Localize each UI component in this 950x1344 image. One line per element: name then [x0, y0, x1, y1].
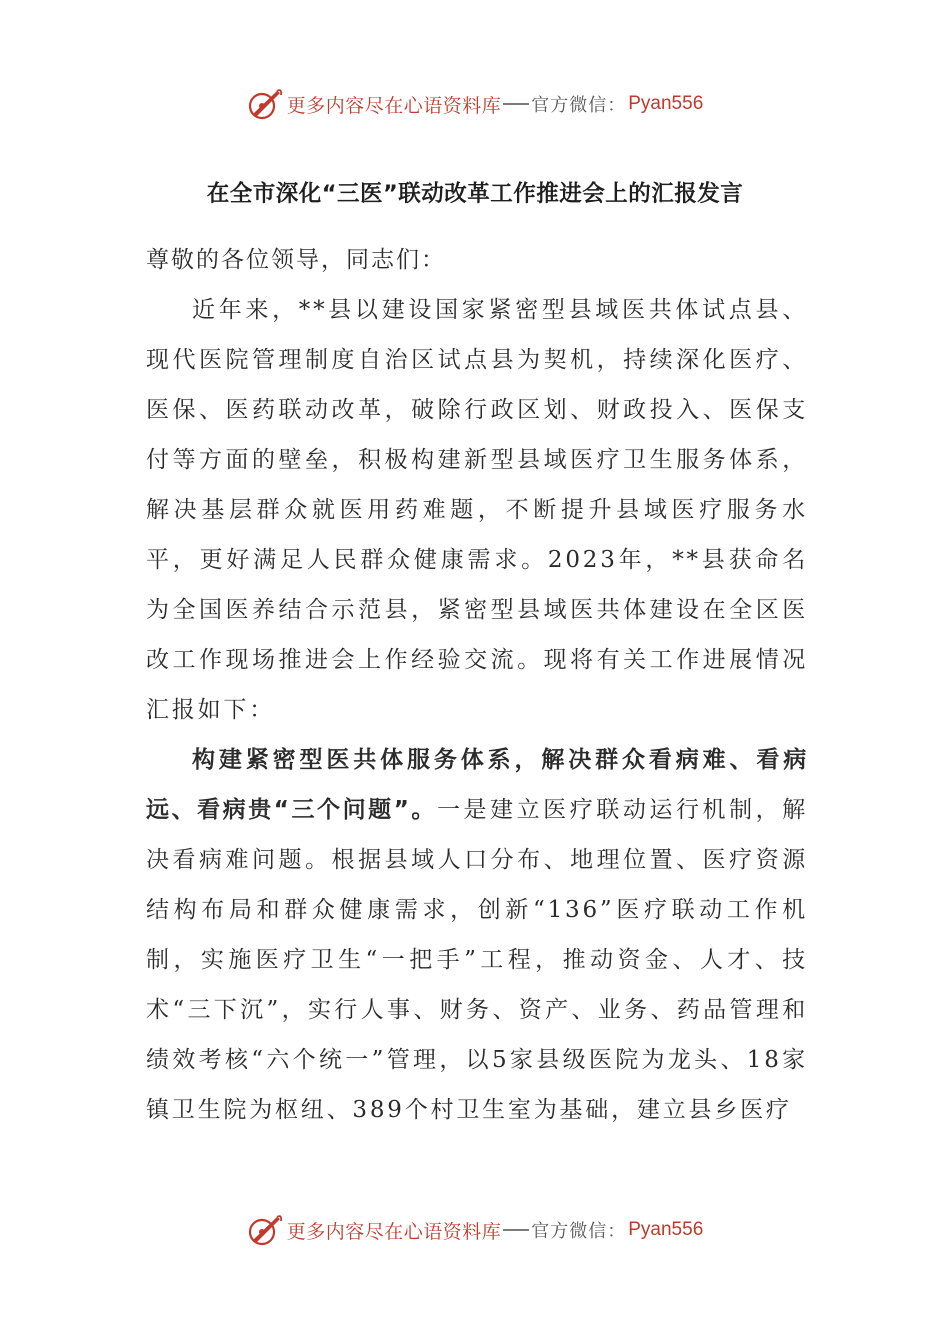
watermark-brand: 更多内容尽在心语资料库 — [286, 1220, 502, 1243]
paragraph-intro: 近年来，**县以建设国家紧密型县域医共体试点县、现代医院管理制度自治区试点县为契机，持续深化医疗、医保、医药联动改革，破除行政区划、财政投入、医保支付等方面的壁垒，积极构建新型县域医疗卫生服务体系，解决基层群众就医用药难题，不断提升县域医疗服务水平，更好满足人民群众健康需求。2023年，**县获命名为全国医养结合示范县，紧密型县域医共体建设在全区医改工作现场推进会上作经验交流。现将有关工作进展情况汇报如下： — [146, 297, 808, 723]
watermark-dash — [503, 103, 529, 105]
watermark-brand: 更多内容尽在心语资料库 — [286, 94, 502, 117]
paragraph-section-1 — [146, 735, 808, 1135]
section-text: 一是建立医疗联动运行机制，解决看病难问题。根据县域人口分布、地理位置、医疗资源结构布局和群众健康需求，创新“136”医疗联动工作机制，实施医疗卫生“一把手”工程，推动资金、人才、技术“三下沉”，实行人事、财务、资产、业务、药品管理和绩效考核“六个统一”管理，以5家县级医院为龙头、18家镇卫生院为枢纽、389个村卫生室为基础，建立县乡医疗 — [146, 797, 808, 1123]
document-title: 在全市深化“三医”联动改革工作推进会上的汇报发言 — [206, 181, 744, 207]
quill-logo-icon — [247, 1213, 283, 1247]
watermark-wechat-id: Pyan556 — [628, 1219, 704, 1240]
watermark-header — [0, 84, 950, 124]
section-heading: 构建紧密型医共体服务体系，解决群众看病难、看病远、看病贵“三个问题”。 — [146, 747, 808, 823]
salutation: 尊敬的各位领导，同志们： — [146, 247, 446, 273]
document-body — [146, 235, 808, 1135]
watermark-wechat-id: Pyan556 — [628, 93, 704, 114]
watermark-official-label: 官方微信： — [531, 1221, 627, 1242]
watermark-dash — [503, 1229, 529, 1231]
watermark-official-label: 官方微信： — [531, 95, 627, 116]
watermark-footer — [0, 1210, 950, 1250]
quill-logo-icon — [247, 87, 283, 121]
